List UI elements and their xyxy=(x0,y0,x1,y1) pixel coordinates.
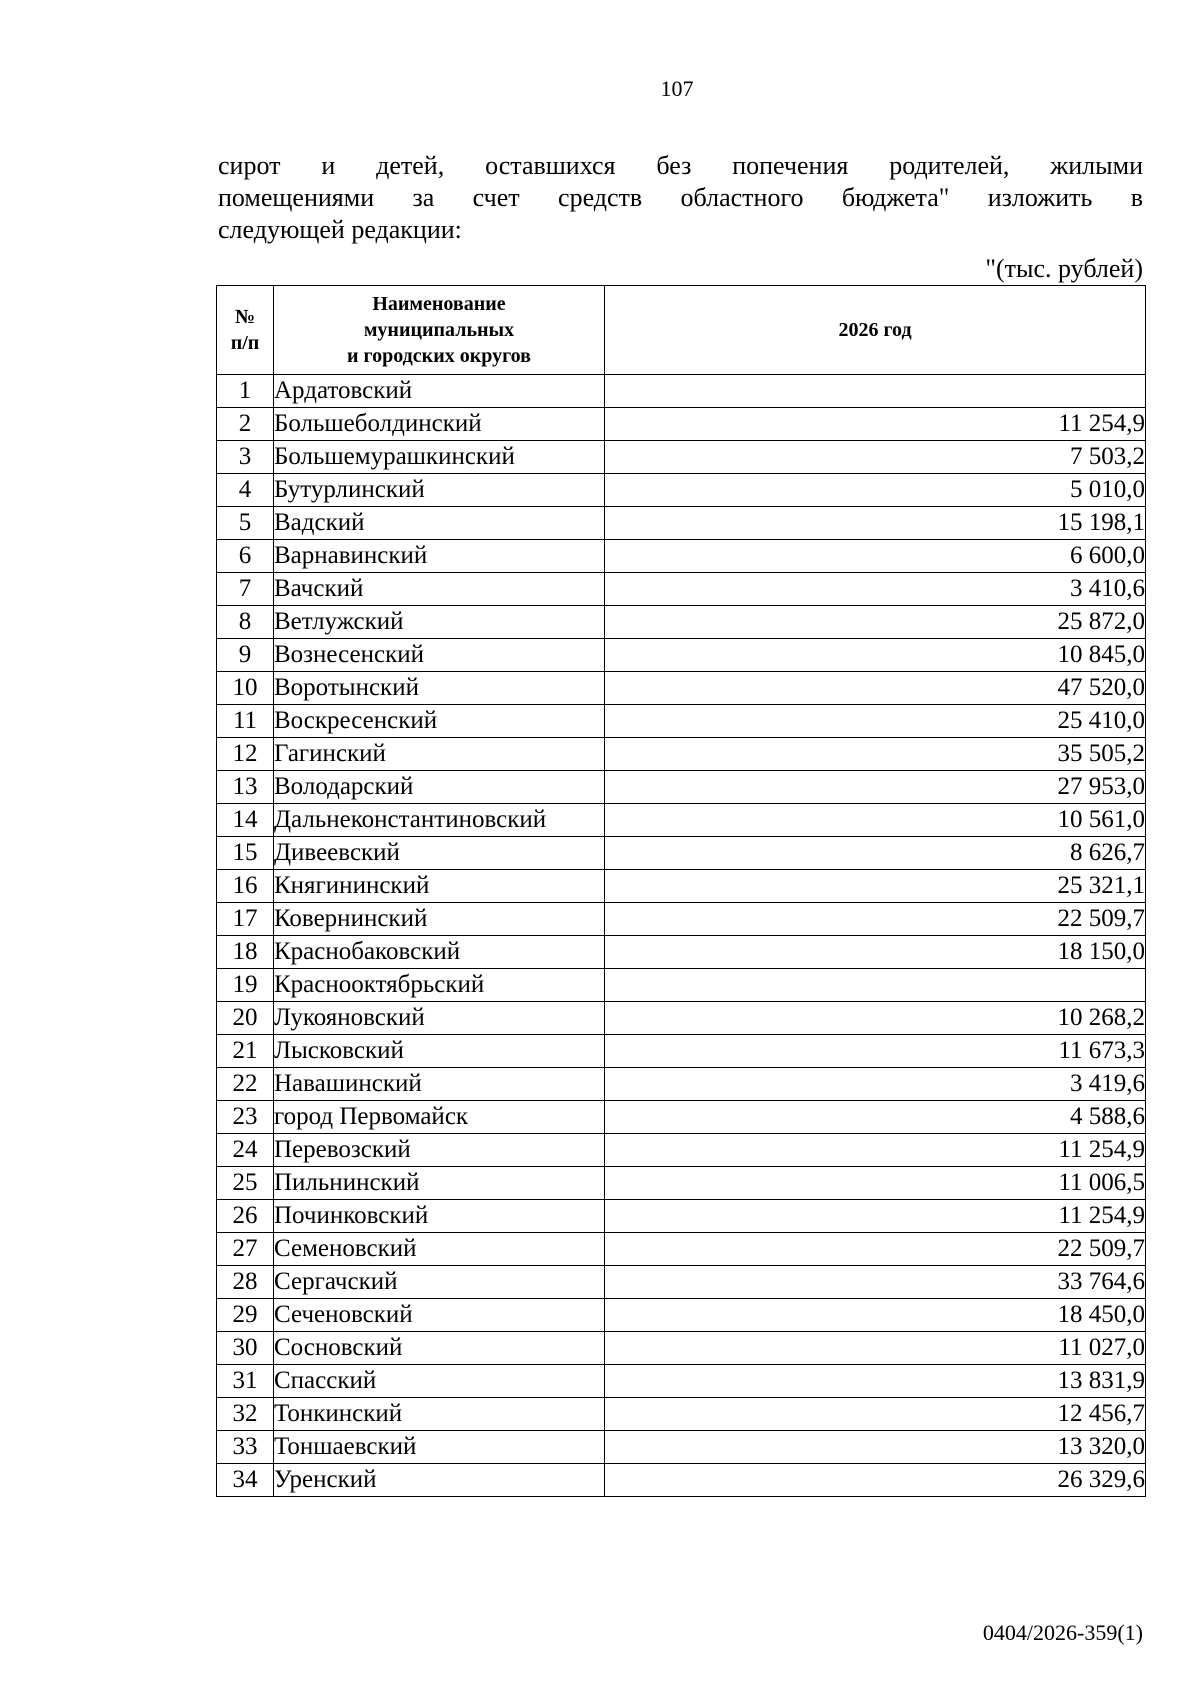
units-label: "(тыс. рублей) xyxy=(985,254,1143,283)
amount-2026: 13 320,0 xyxy=(605,1431,1146,1464)
row-number: 31 xyxy=(217,1365,274,1398)
row-number: 3 xyxy=(217,441,274,474)
municipality-name: Краснооктябрьский xyxy=(274,969,605,1002)
amount-2026: 5 010,0 xyxy=(605,474,1146,507)
row-number: 20 xyxy=(217,1002,274,1035)
table-row xyxy=(217,804,1146,837)
table-row xyxy=(217,969,1146,1002)
intro-line: сирот и детей, оставшихся без попечения родителей, жилыми xyxy=(218,151,1143,180)
table-row xyxy=(217,1332,1146,1365)
row-number: 1 xyxy=(217,375,274,408)
municipality-name: Ветлужский xyxy=(274,606,605,639)
municipality-name: Перевозский xyxy=(274,1134,605,1167)
table-row xyxy=(217,441,1146,474)
table-row xyxy=(217,606,1146,639)
table-row xyxy=(217,1266,1146,1299)
row-number: 15 xyxy=(217,837,274,870)
table-row xyxy=(217,1002,1146,1035)
header-number-line: № xyxy=(234,306,256,328)
amount-2026: 11 254,9 xyxy=(605,1134,1146,1167)
municipality-name: Пильнинский xyxy=(274,1167,605,1200)
header-number xyxy=(217,286,274,375)
amount-2026: 33 764,6 xyxy=(605,1266,1146,1299)
table-row xyxy=(217,1398,1146,1431)
table-row xyxy=(217,408,1146,441)
municipality-name: Тонкинский xyxy=(274,1398,605,1431)
amount-2026: 10 268,2 xyxy=(605,1002,1146,1035)
table-row xyxy=(217,1299,1146,1332)
intro-paragraph xyxy=(218,150,1143,246)
amount-2026: 6 600,0 xyxy=(605,540,1146,573)
header-name-line: Наименование xyxy=(372,293,506,315)
amount-2026 xyxy=(605,375,1146,408)
amount-2026: 4 588,6 xyxy=(605,1101,1146,1134)
municipality-name: Уренский xyxy=(274,1464,605,1497)
table-row xyxy=(217,1431,1146,1464)
row-number: 10 xyxy=(217,672,274,705)
amount-2026: 25 321,1 xyxy=(605,870,1146,903)
table-row xyxy=(217,1068,1146,1101)
amount-2026: 7 503,2 xyxy=(605,441,1146,474)
amount-2026: 8 626,7 xyxy=(605,837,1146,870)
municipality-name: Тоншаевский xyxy=(274,1431,605,1464)
amount-2026: 11 027,0 xyxy=(605,1332,1146,1365)
row-number: 9 xyxy=(217,639,274,672)
budget-table xyxy=(216,285,1146,1497)
table-row xyxy=(217,540,1146,573)
header-number-line: п/п xyxy=(230,332,260,354)
amount-2026: 10 845,0 xyxy=(605,639,1146,672)
municipality-name: Гагинский xyxy=(274,738,605,771)
municipality-name: Дальнеконстантиновский xyxy=(274,804,605,837)
table-row xyxy=(217,870,1146,903)
table-row xyxy=(217,1233,1146,1266)
municipality-name: Лысковский xyxy=(274,1035,605,1068)
amount-2026: 22 509,7 xyxy=(605,903,1146,936)
table-row xyxy=(217,1464,1146,1497)
row-number: 25 xyxy=(217,1167,274,1200)
row-number: 24 xyxy=(217,1134,274,1167)
municipality-name: Воротынский xyxy=(274,672,605,705)
municipality-name: Княгининский xyxy=(274,870,605,903)
municipality-name: Большеболдинский xyxy=(274,408,605,441)
amount-2026: 11 254,9 xyxy=(605,408,1146,441)
table-row xyxy=(217,771,1146,804)
amount-2026: 11 254,9 xyxy=(605,1200,1146,1233)
municipality-name: Сосновский xyxy=(274,1332,605,1365)
header-name-line: муниципальных xyxy=(363,319,515,341)
amount-2026: 18 450,0 xyxy=(605,1299,1146,1332)
amount-2026: 11 006,5 xyxy=(605,1167,1146,1200)
municipality-name: Вадский xyxy=(274,507,605,540)
amount-2026: 12 456,7 xyxy=(605,1398,1146,1431)
municipality-name: Семеновский xyxy=(274,1233,605,1266)
table-body xyxy=(217,375,1146,1497)
table-row xyxy=(217,672,1146,705)
table-row xyxy=(217,1365,1146,1398)
row-number: 11 xyxy=(217,705,274,738)
intro-line: следующей редакции: xyxy=(218,215,462,244)
municipality-name: Навашинский xyxy=(274,1068,605,1101)
row-number: 26 xyxy=(217,1200,274,1233)
amount-2026: 3 419,6 xyxy=(605,1068,1146,1101)
table-row xyxy=(217,936,1146,969)
row-number: 12 xyxy=(217,738,274,771)
amount-2026: 10 561,0 xyxy=(605,804,1146,837)
municipality-name: Сеченовский xyxy=(274,1299,605,1332)
table-header-row xyxy=(217,286,1146,375)
amount-2026: 22 509,7 xyxy=(605,1233,1146,1266)
row-number: 28 xyxy=(217,1266,274,1299)
amount-2026: 35 505,2 xyxy=(605,738,1146,771)
municipality-name: город Первомайск xyxy=(274,1101,605,1134)
municipality-name: Бутурлинский xyxy=(274,474,605,507)
amount-2026: 25 410,0 xyxy=(605,705,1146,738)
municipality-name: Варнавинский xyxy=(274,540,605,573)
municipality-name: Володарский xyxy=(274,771,605,804)
amount-2026: 18 150,0 xyxy=(605,936,1146,969)
amount-2026: 25 872,0 xyxy=(605,606,1146,639)
row-number: 2 xyxy=(217,408,274,441)
row-number: 17 xyxy=(217,903,274,936)
page-number: 107 xyxy=(660,76,694,101)
row-number: 29 xyxy=(217,1299,274,1332)
row-number: 32 xyxy=(217,1398,274,1431)
municipality-name: Воскресенский xyxy=(274,705,605,738)
header-name-line: и городских округов xyxy=(347,345,531,367)
table-row xyxy=(217,474,1146,507)
header-year: 2026 год xyxy=(605,286,1146,375)
header-name xyxy=(274,286,605,375)
municipality-name: Спасский xyxy=(274,1365,605,1398)
amount-2026: 15 198,1 xyxy=(605,507,1146,540)
row-number: 8 xyxy=(217,606,274,639)
row-number: 23 xyxy=(217,1101,274,1134)
row-number: 27 xyxy=(217,1233,274,1266)
amount-2026: 27 953,0 xyxy=(605,771,1146,804)
table-row xyxy=(217,705,1146,738)
table-row xyxy=(217,738,1146,771)
municipality-name: Вознесенский xyxy=(274,639,605,672)
municipality-name: Ардатовский xyxy=(274,375,605,408)
row-number: 7 xyxy=(217,573,274,606)
row-number: 19 xyxy=(217,969,274,1002)
municipality-name: Краснобаковский xyxy=(274,936,605,969)
table-row xyxy=(217,639,1146,672)
row-number: 4 xyxy=(217,474,274,507)
amount-2026 xyxy=(605,969,1146,1002)
table-row xyxy=(217,1200,1146,1233)
amount-2026: 13 831,9 xyxy=(605,1365,1146,1398)
table-row xyxy=(217,573,1146,606)
document-code: 0404/2026-359(1) xyxy=(982,1620,1143,1645)
municipality-name: Дивеевский xyxy=(274,837,605,870)
municipality-name: Лукояновский xyxy=(274,1002,605,1035)
row-number: 13 xyxy=(217,771,274,804)
row-number: 21 xyxy=(217,1035,274,1068)
amount-2026: 3 410,6 xyxy=(605,573,1146,606)
municipality-name: Сергачский xyxy=(274,1266,605,1299)
intro-line: помещениями за счет средств областного бюджета" изложить в xyxy=(218,183,1143,212)
amount-2026: 47 520,0 xyxy=(605,672,1146,705)
row-number: 5 xyxy=(217,507,274,540)
table-row xyxy=(217,1134,1146,1167)
row-number: 34 xyxy=(217,1464,274,1497)
table-row xyxy=(217,507,1146,540)
municipality-name: Вачский xyxy=(274,573,605,606)
amount-2026: 11 673,3 xyxy=(605,1035,1146,1068)
table-row xyxy=(217,1035,1146,1068)
row-number: 16 xyxy=(217,870,274,903)
row-number: 6 xyxy=(217,540,274,573)
table-row xyxy=(217,375,1146,408)
row-number: 18 xyxy=(217,936,274,969)
municipality-name: Ковернинский xyxy=(274,903,605,936)
row-number: 14 xyxy=(217,804,274,837)
row-number: 33 xyxy=(217,1431,274,1464)
table-row xyxy=(217,837,1146,870)
amount-2026: 26 329,6 xyxy=(605,1464,1146,1497)
row-number: 22 xyxy=(217,1068,274,1101)
table-row xyxy=(217,1101,1146,1134)
row-number: 30 xyxy=(217,1332,274,1365)
municipality-name: Большемурашкинский xyxy=(274,441,605,474)
table-row xyxy=(217,903,1146,936)
table-row xyxy=(217,1167,1146,1200)
municipality-name: Починковский xyxy=(274,1200,605,1233)
